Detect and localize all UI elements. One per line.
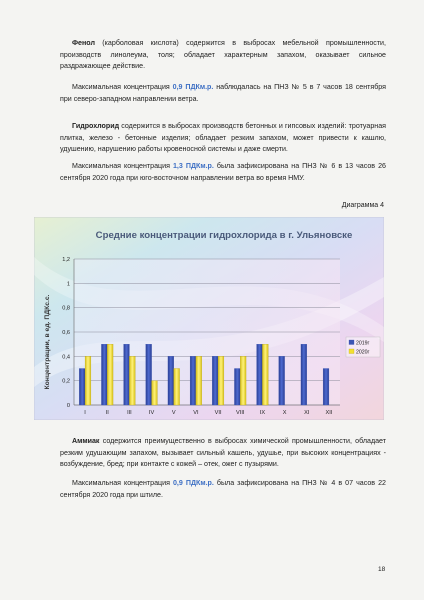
legend-label: 2019г <box>356 340 370 347</box>
phenol-max-prefix: Максимальная концентрация <box>72 83 173 91</box>
bar-2020г-IV <box>152 381 158 405</box>
paragraph-hcl-max <box>60 161 386 184</box>
bar-2020г-VI <box>196 356 202 405</box>
bar-2019г-X <box>279 356 285 405</box>
x-tick-label: VIII <box>236 410 245 416</box>
paragraph-ammonia <box>60 436 386 471</box>
paragraph-hcl <box>60 121 386 156</box>
bar-2020г-III <box>129 356 135 405</box>
y-tick-label: 0,4 <box>62 354 70 361</box>
legend-swatch <box>349 340 354 345</box>
bar-2019г-XI <box>301 344 307 405</box>
bar-2019г-V <box>168 356 174 405</box>
ammonia-max-value: 0,9 ПДКм.р. <box>172 479 214 487</box>
page-number: 18 <box>378 566 386 573</box>
bar-2020г-VII <box>218 356 224 405</box>
bar-2019г-II <box>101 344 107 405</box>
chart-ylabel: Концентрации, в ед. ПДКс.с. <box>44 294 51 390</box>
term-phenol: Фенол <box>72 39 95 47</box>
hcl-max-suffix: была зафиксирована на ПНЗ № 6 в 13 часов 26 сентября 2020 года при юго-восточном направлении ветра во время НМУ. <box>60 162 386 182</box>
y-tick-label: 0,8 <box>62 305 70 312</box>
x-tick-label: IX <box>259 410 266 416</box>
ammonia-max-prefix: Максимальная концентрация <box>72 479 173 487</box>
paragraph-phenol-max <box>60 82 386 105</box>
bar-2020г-VIII <box>240 356 246 405</box>
legend <box>346 337 380 357</box>
chart-frame <box>34 217 384 420</box>
x-tick-label: VI <box>193 410 199 416</box>
y-tick-label: 0,6 <box>62 330 70 336</box>
ammonia-max-suffix: была зафиксирована на ПНЗ № 4 в 07 часов 22 сентября 2020 года при штиле. <box>60 479 386 499</box>
x-tick-label: II <box>105 410 109 416</box>
x-tick-label: IV <box>148 410 155 416</box>
x-tick-label: XI <box>304 410 310 416</box>
legend-swatch <box>349 349 354 354</box>
phenol-max-value: 0,9 ПДКм.р. <box>172 83 214 91</box>
bar-2019г-XII <box>323 369 329 406</box>
y-tick-label: 1,2 <box>62 257 70 263</box>
hcl-max-value: 1,3 ПДКм.р. <box>172 162 214 170</box>
ammonia-description: содержится преимущественно в выбросах химической промышленности, обладает резким удушающим запахом, вызывает сильный кашель, удушье, при высоких концентрациях - возбуждение, бред; при контакте с кожей – отек, ожег с пузырями. <box>60 437 386 469</box>
hcl-chart <box>34 217 384 420</box>
bar-2020г-IX <box>262 344 268 405</box>
phenol-max-suffix: наблюдалась на ПНЗ № 5 в 7 часов 18 сентября при северо-западном направлении ветра. <box>60 83 387 103</box>
paragraph-ammonia-max <box>60 478 386 501</box>
bar-2019г-I <box>79 369 85 406</box>
paragraph-phenol <box>60 38 386 73</box>
diagram-label: Диаграмма 4 <box>341 202 384 209</box>
x-tick-label: VII <box>214 410 222 416</box>
y-tick-label: 0,2 <box>62 378 70 385</box>
x-tick-label: X <box>282 410 287 416</box>
bar-2019г-VII <box>212 356 218 405</box>
term-ammonia: Аммиак <box>72 437 100 445</box>
bar-2019г-VIII <box>234 369 240 406</box>
y-tick-label: 0 <box>66 403 70 409</box>
bar-2020г-I <box>85 356 91 405</box>
chart-title: Средние концентрации гидрохлорида в г. Ульяновске <box>95 230 353 241</box>
bar-2019г-VI <box>190 356 196 405</box>
hcl-max-prefix: Максимальная концентрация <box>72 162 173 170</box>
term-hcl: Гидрохлорид <box>72 122 120 130</box>
bar-2020г-V <box>174 369 180 406</box>
phenol-description: (карболовая кислота) содержится в выбросах мебельной промышленности, производств линолеума, толя; обладает характерным запахом, оказывает сильное раздражающее действие. <box>60 39 386 71</box>
legend-label: 2020г <box>356 349 370 356</box>
bar-2020г-II <box>107 344 113 405</box>
x-tick-label: XII <box>325 410 333 416</box>
x-tick-label: V <box>171 410 176 416</box>
bar-2019г-IX <box>257 344 263 405</box>
y-tick-label: 1 <box>66 281 70 288</box>
hcl-description: содержится в выбросах производств бетонных и гипсовых изделий: тротуарная плитка, железо - бетонные изделия; обладает резким запахом, может привести к кашлю, удушению, нарушению работы кровеносной системы и даже смерти. <box>60 122 386 154</box>
bar-2019г-III <box>124 344 130 405</box>
x-tick-label: III <box>127 410 132 416</box>
bar-2019г-IV <box>146 344 152 405</box>
x-tick-label: I <box>84 410 86 416</box>
